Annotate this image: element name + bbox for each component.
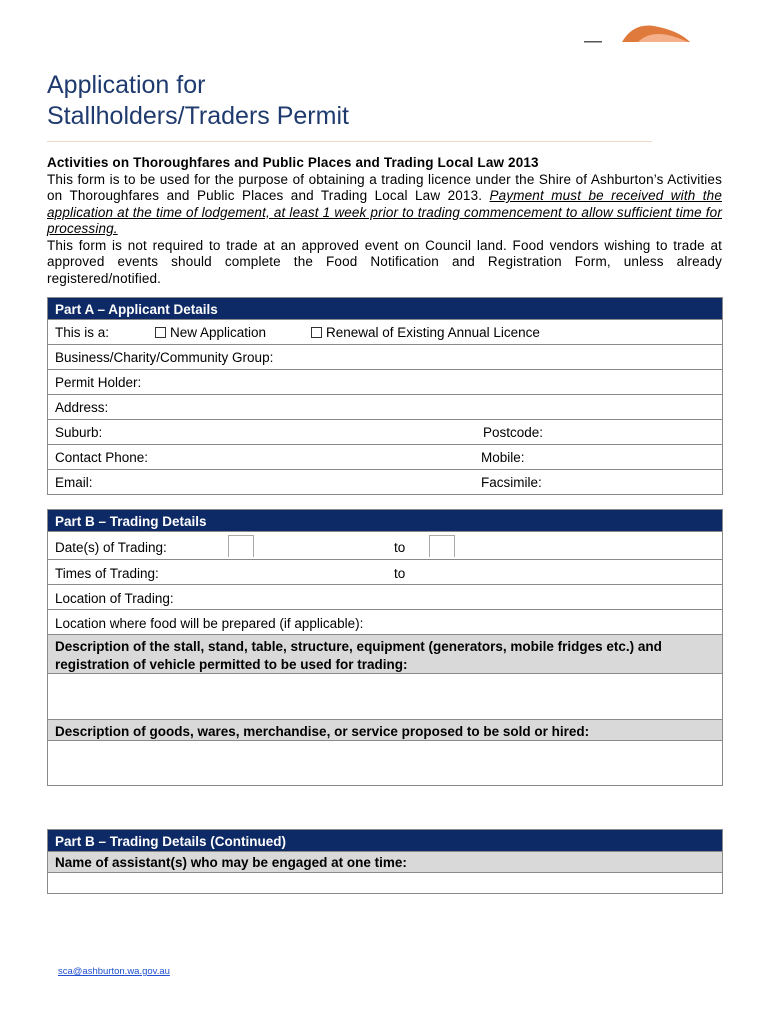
business-field[interactable]: [48, 344, 722, 369]
permit-holder-field[interactable]: [48, 369, 722, 394]
part-b-section: [47, 509, 723, 786]
title-line-1: Application for: [47, 71, 206, 99]
intro-text: [47, 155, 722, 287]
assistants-field[interactable]: [48, 872, 722, 893]
law-title: Activities on Thoroughfares and Public Places and Trading Local Law 2013: [47, 155, 539, 170]
permit-holder-label: Permit Holder:: [55, 375, 142, 390]
food-location-field[interactable]: [48, 609, 722, 634]
dates-label: Date(s) of Trading:: [55, 540, 167, 555]
part-a-section: [47, 297, 723, 495]
address-field[interactable]: [48, 394, 722, 419]
title-line-2: Stallholders/Traders Permit: [47, 102, 349, 130]
this-is-a-label: This is a:: [55, 325, 110, 340]
stall-description-field[interactable]: [48, 673, 722, 719]
location-field[interactable]: [48, 584, 722, 609]
goods-description-field[interactable]: [48, 740, 722, 785]
dates-to-label: to: [394, 540, 406, 555]
email-label: Email:: [55, 475, 93, 490]
payment-note: Payment must be received with the application at the time of lodgement, at least 1 week prior to trading commencement to allow sufficient time for processing.: [47, 188, 722, 236]
renewal-checkbox[interactable]: [311, 327, 322, 338]
location-label: Location of Trading:: [55, 591, 174, 606]
renewal-option[interactable]: [311, 320, 540, 345]
part-b-heading: Part B – Trading Details: [48, 510, 722, 531]
part-b-continued-heading: Part B – Trading Details (Continued): [48, 830, 722, 851]
new-application-label: New Application: [170, 325, 267, 340]
new-application-option[interactable]: [155, 320, 266, 345]
date-to-field[interactable]: [429, 535, 455, 557]
email-row[interactable]: [48, 469, 722, 494]
suburb-label: Suburb:: [55, 425, 103, 440]
food-location-label: Location where food will be prepared (if applicable):: [55, 616, 364, 631]
renewal-label: Renewal of Existing Annual Licence: [326, 325, 540, 340]
intro-paragraph: [47, 172, 722, 238]
contact-phone-label: Contact Phone:: [55, 450, 149, 465]
intro-para-1: This form is to be used for the purpose of obtaining a trading licence under the Shire of Ashburton’s Activities on Thoroughfares and Public Places and Trading Local Law 2013.: [47, 171, 722, 203]
application-type-row: [48, 319, 722, 344]
date-from-field[interactable]: [228, 535, 254, 557]
address-label: Address:: [55, 400, 109, 415]
phone-row[interactable]: [48, 444, 722, 469]
stall-description-label: Description of the stall, stand, table, structure, equipment (generators, mobile fridges etc.) and registration of vehicle permitted to be used for trading:: [48, 634, 722, 673]
part-a-heading: Part A – Applicant Details: [48, 298, 722, 319]
intro-para-2: This form is not required to trade at an approved event on Council land. Food vendors wishing to trade at approved events should complete the Food Notification and Registration Form, unless already registered/notified.: [47, 237, 722, 286]
times-label: Times of Trading:: [55, 566, 159, 581]
goods-description-label: Description of goods, wares, merchandise, or service proposed to be sold or hired:: [48, 719, 722, 740]
mobile-label: Mobile:: [481, 450, 525, 465]
business-label: Business/Charity/Community Group:: [55, 350, 274, 365]
new-application-checkbox[interactable]: [155, 327, 166, 338]
times-to-label: to: [394, 566, 406, 581]
footer-email-link[interactable]: sca@ashburton.wa.gov.au: [58, 966, 170, 977]
dates-row[interactable]: [48, 531, 722, 559]
postcode-label: Postcode:: [483, 425, 544, 440]
assistants-label: Name of assistant(s) who may be engaged at one time:: [48, 851, 722, 872]
facsimile-label: Facsimile:: [481, 475, 542, 490]
part-b-continued-section: [47, 829, 723, 894]
shire-logo-icon: [580, 20, 692, 44]
title-divider: [47, 141, 652, 142]
times-row[interactable]: [48, 559, 722, 584]
page-title: [47, 70, 349, 132]
suburb-row[interactable]: [48, 419, 722, 444]
